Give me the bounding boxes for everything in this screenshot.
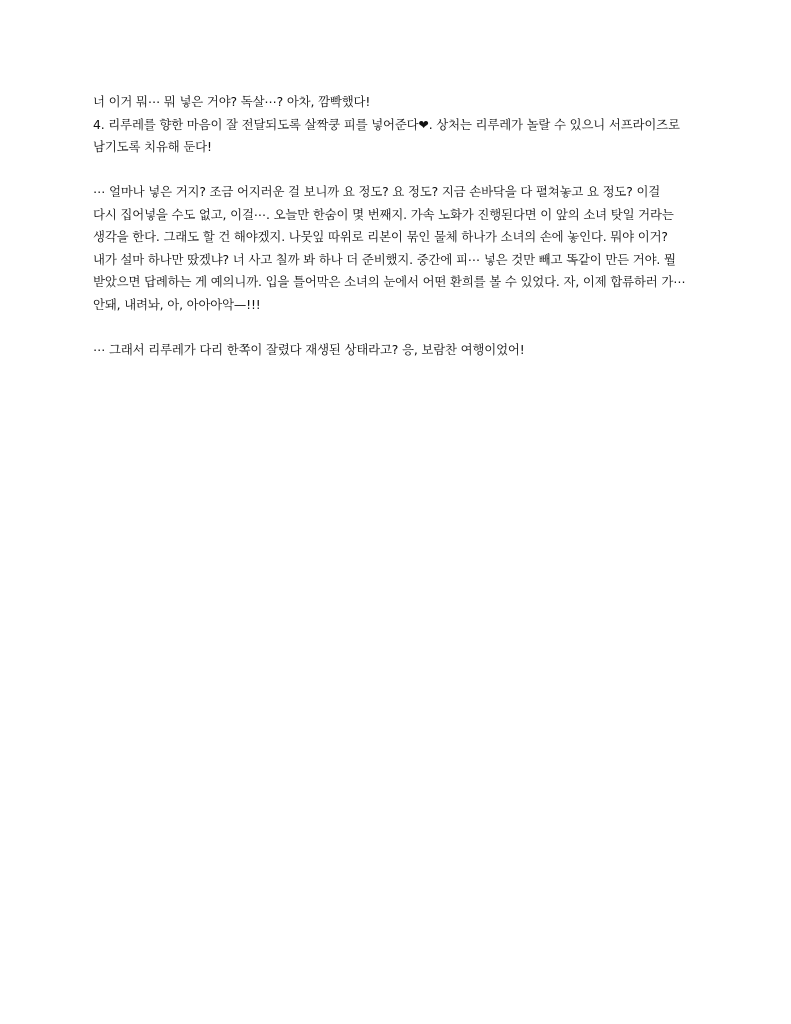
text-line: ⋯ 얼마나 넣은 거지? 조금 어지러운 걸 보니까 요 정도? 요 정도? 지금 손바닥을 다 펼쳐놓고 요 정도? 이걸 [93,184,661,199]
paragraph-spacer [93,316,713,339]
paragraph-spacer [93,159,713,182]
text-line: 받았으면 답례하는 게 예의니까. 입을 틀어막은 소녀의 눈에서 어떤 환희를 볼 수 있었다. 자, 이제 합류하러 가⋯ [93,274,686,289]
text-line: 너 이거 뭐⋯ 뭐 넣은 거야? 독살⋯? 아차, 깜빡했다! [93,94,371,109]
text-line: 다시 집어넣을 수도 없고, 이걸⋯. 오늘만 한숨이 몇 번째지. 가속 노화가 진행된다면 이 앞의 소녀 탓일 거라는 [93,206,674,222]
document-body [93,91,713,361]
text-line: 4. 리루레를 향한 마음이 잘 전달되도록 살짝쿵 피를 넣어준다❤. 상처는 리루레가 놀랄 수 있으니 서프라이즈로 [93,116,680,132]
text-line: 남기도록 치유해 둔다! [93,139,212,154]
text-line: ⋯ 그래서 리루레가 다리 한쪽이 잘렸다 재생된 상태라고? 응, 보람찬 여행이었어! [93,341,525,357]
text-line: 내가 설마 하나만 땄겠냐? 너 사고 칠까 봐 하나 더 준비했지. 중간에 피⋯ 넣은 것만 빼고 똑같이 만든 거야. 뭘 [93,251,676,267]
text-line: 생각을 한다. 그래도 할 건 해야겠지. 나뭇잎 따위로 리본이 묶인 물체 하나가 소녀의 손에 놓인다. 뭐야 이거? [93,229,668,244]
text-line: 안돼, 내려놔, 아, 아아아악—!!! [93,296,261,312]
paragraph [93,181,713,316]
paragraph [93,91,713,159]
paragraph [93,339,713,362]
